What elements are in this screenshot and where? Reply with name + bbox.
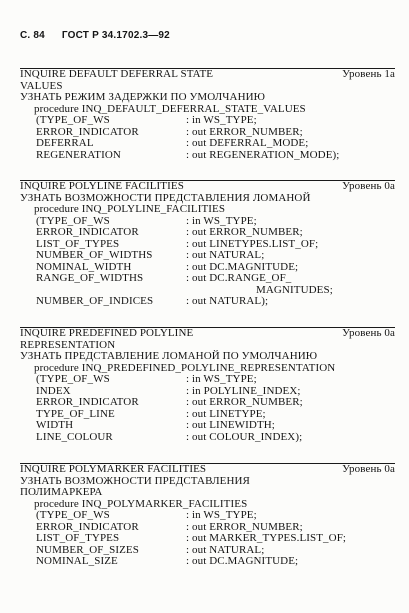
- parameter-type: MAGNITUDES;: [256, 283, 333, 296]
- level-label: Уровень 0a: [342, 327, 395, 339]
- parameter-type: : in WS_TYPE;: [186, 214, 257, 227]
- parameter-name: DEFERRAL: [36, 137, 94, 149]
- parameter-type: : out NATURAL);: [186, 295, 269, 307]
- parameter-row: [20, 150, 395, 162]
- parameter-name: ERROR_INDICATOR: [36, 520, 139, 533]
- parameter-name: REGENERATION: [36, 148, 121, 161]
- parameter-name: (TYPE_OF_WS: [36, 214, 110, 227]
- parameter-name: LIST_OF_TYPES: [36, 532, 120, 544]
- parameter-type: : out ERROR_NUMBER;: [186, 396, 303, 408]
- level-label: Уровень 1a: [342, 68, 395, 80]
- parameter-type: : in POLYLINE_INDEX;: [186, 384, 301, 397]
- section-title-ru: ПОЛИМАРКЕРА: [20, 486, 103, 498]
- section-title-ru: УЗНАТЬ ПРЕДСТАВЛЕНИЕ ЛОМАНОЙ ПО УМОЛЧАНИЮ: [20, 350, 318, 362]
- parameter-name: WIDTH: [36, 419, 74, 431]
- parameter-row: [20, 556, 395, 568]
- parameter-name: (TYPE_OF_WS: [36, 509, 110, 521]
- parameter-type: : out ERROR_NUMBER;: [186, 226, 303, 238]
- parameter-type: : out DEFERRAL_MODE;: [186, 137, 309, 149]
- section-title-ru: УЗНАТЬ РЕЖИМ ЗАДЕРЖКИ ПО УМОЛЧАНИЮ: [20, 91, 266, 103]
- section-title-ru: УЗНАТЬ ВОЗМОЖНОСТИ ПРЕДСТАВЛЕНИЯ: [20, 474, 250, 487]
- parameter-type: : out ERROR_NUMBER;: [186, 520, 303, 533]
- parameter-type: : out LINETYPE;: [186, 407, 266, 420]
- parameter-type: : out REGENERATION_MODE);: [186, 148, 340, 161]
- parameter-type: : in WS_TYPE;: [186, 373, 257, 385]
- page-number: С. 84: [20, 30, 45, 41]
- section-title: INQUIRE DEFAULT DEFERRAL STATE: [20, 68, 214, 80]
- level-label: Уровень 0a: [342, 463, 395, 475]
- procedure-signature: procedure INQ_POLYLINE_FACILITIES: [34, 203, 226, 215]
- procedure-signature: procedure INQ_PREDEFINED_POLYLINE_REPRESENTATION: [34, 361, 336, 374]
- parameter-name: RANGE_OF_WIDTHS: [36, 272, 144, 284]
- parameter-row: [20, 510, 395, 522]
- parameter-name: NUMBER_OF_INDICES: [36, 295, 154, 307]
- parameter-type: : out MARKER_TYPES.LIST_OF;: [186, 532, 347, 544]
- level-label: Уровень 0a: [342, 180, 395, 192]
- parameter-type: : in WS_TYPE;: [186, 509, 257, 521]
- parameter-row: [20, 533, 395, 545]
- parameter-row: [20, 432, 395, 444]
- section-title: INQUIRE POLYLINE FACILITIES: [20, 180, 184, 192]
- parameter-name: ERROR_INDICATOR: [36, 226, 139, 238]
- parameter-type: : out DC.MAGNITUDE;: [186, 260, 299, 273]
- parameter-row: [20, 250, 395, 262]
- parameter-name: LIST_OF_TYPES: [36, 237, 120, 250]
- parameter-name: NOMINAL_SIZE: [36, 555, 118, 567]
- section-title: INQUIRE POLYMARKER FACILITIES: [20, 463, 207, 475]
- parameter-name: ERROR_INDICATOR: [36, 125, 139, 138]
- procedure-section: [20, 327, 395, 443]
- parameter-type: : out ERROR_NUMBER;: [186, 125, 303, 138]
- parameter-row: [20, 227, 395, 239]
- parameter-type: : out LINEWIDTH;: [186, 419, 275, 431]
- parameter-name: TYPE_OF_LINE: [36, 407, 115, 420]
- parameter-row: [20, 374, 395, 386]
- page-header: [20, 30, 184, 41]
- standard-id: ГОСТ Р 34.1702.3—92: [61, 30, 170, 41]
- parameter-row: [20, 397, 395, 409]
- parameter-type: : out NATURAL;: [186, 543, 265, 556]
- procedure-section: [20, 180, 395, 308]
- parameter-name: ERROR_INDICATOR: [36, 396, 139, 408]
- procedure-signature: procedure INQ_DEFAULT_DEFERRAL_STATE_VALUES: [34, 102, 306, 115]
- parameter-name: (TYPE_OF_WS: [36, 373, 110, 385]
- procedure-signature: procedure INQ_POLYMARKER_FACILITIES: [34, 497, 248, 510]
- procedure-section: [20, 463, 395, 568]
- section-title-ru: УЗНАТЬ ВОЗМОЖНОСТИ ПРЕДСТАВЛЕНИЯ ЛОМАНОЙ: [20, 191, 311, 204]
- parameter-name: (TYPE_OF_WS: [36, 114, 110, 126]
- parameter-name: NUMBER_OF_SIZES: [36, 543, 139, 556]
- parameter-name: NUMBER_OF_WIDTHS: [36, 249, 153, 261]
- parameter-type: : out DC.MAGNITUDE;: [186, 555, 299, 567]
- parameter-name: LINE_COLOUR: [36, 430, 113, 443]
- section-title: INQUIRE PREDEFINED POLYLINE: [20, 327, 194, 339]
- parameter-row: [20, 420, 395, 432]
- parameter-type: : out LINETYPES.LIST_OF;: [186, 237, 319, 250]
- section-title: VALUES: [20, 79, 63, 92]
- procedure-section: [20, 68, 395, 161]
- parameter-row: [20, 138, 395, 150]
- parameter-name: NOMINAL_WIDTH: [36, 260, 132, 273]
- parameter-type: : in WS_TYPE;: [186, 114, 257, 126]
- parameter-name: INDEX: [36, 384, 71, 397]
- parameter-type: : out NATURAL;: [186, 249, 265, 261]
- parameter-row: [20, 273, 395, 285]
- parameter-type: : out COLOUR_INDEX);: [186, 430, 303, 443]
- parameter-row: [20, 115, 395, 127]
- parameter-row: [20, 296, 395, 308]
- parameter-type: : out DC.RANGE_OF_: [186, 272, 292, 284]
- section-title: REPRESENTATION: [20, 338, 116, 351]
